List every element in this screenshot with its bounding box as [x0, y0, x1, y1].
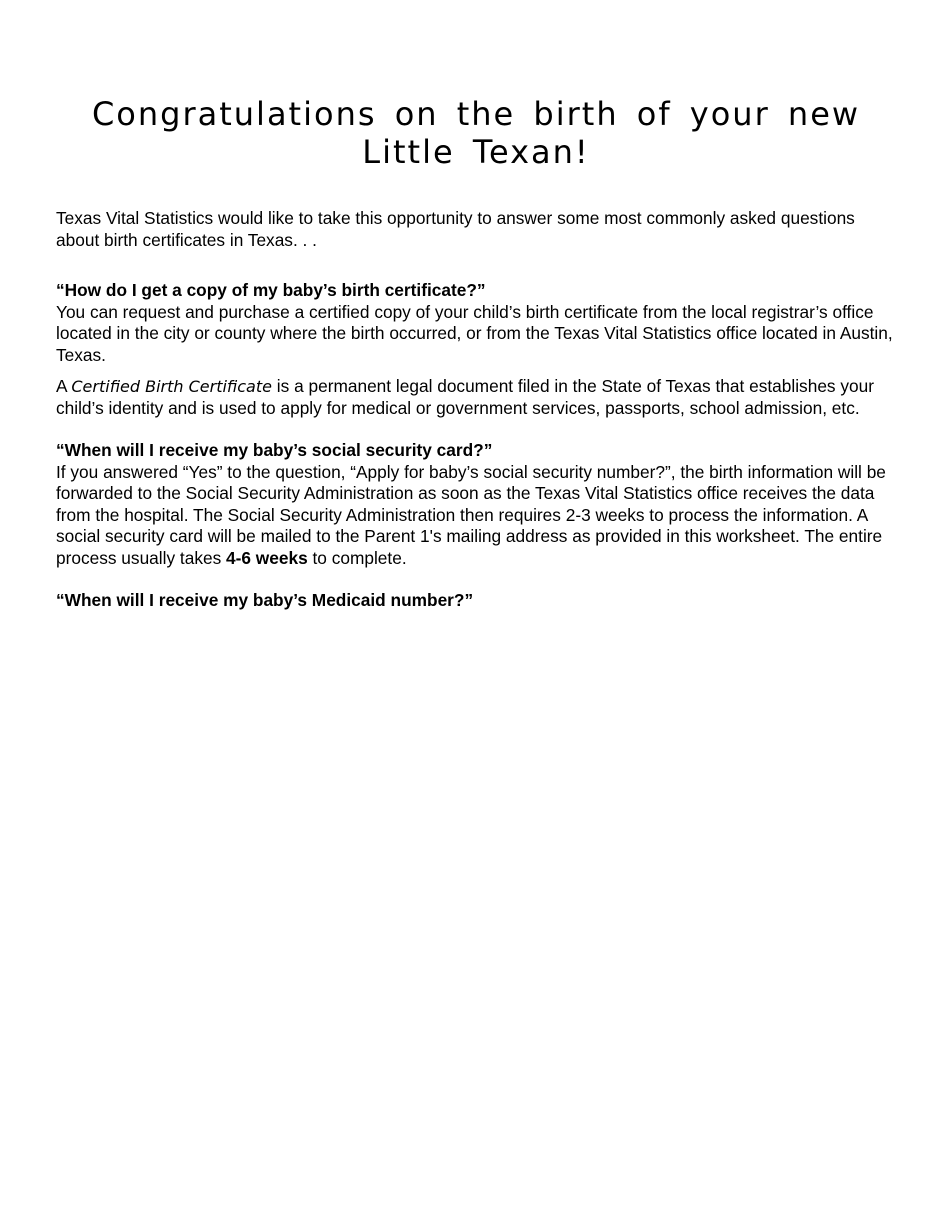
faq-social-security — [56, 440, 896, 569]
question-birth-certificate: “How do I get a copy of my baby’s birth certificate?” — [56, 280, 486, 300]
question-medicaid: “When will I receive my baby’s Medicaid number?” — [56, 590, 474, 610]
certified-birth-certificate-term: Certified Birth Certificate — [71, 377, 272, 396]
document-page — [56, 95, 896, 612]
title-line-1: Congratulations on the birth of your new — [91, 95, 861, 133]
certified-paragraph-prefix: A — [56, 376, 72, 396]
question-social-security: “When will I receive my baby’s social security card?” — [56, 440, 493, 460]
title-line-2: Little Texan! — [362, 133, 590, 171]
certified-certificate-paragraph — [56, 376, 896, 419]
social-security-text: If you answered “Yes” to the question, “Apply for baby’s social security number?”, the birth information will be forwarded to the Social Security Administration as soon as the Texas Vital Statistics office receives the data from the hospital. The Social Security Administration then requires 2-3 weeks to process the information. A social security card will be mailed to the Parent 1's mailing address as provided in this worksheet. The entire process usually takes — [56, 461, 886, 568]
intro-paragraph: Texas Vital Statistics would like to take this opportunity to answer some most commonly asked questions about birth certificates in Texas. . . — [56, 208, 855, 250]
answer-social-security-paragraph — [56, 462, 896, 570]
faq-medicaid — [56, 590, 896, 612]
faq-birth-certificate — [56, 280, 896, 419]
social-security-text-end: to complete. — [307, 547, 407, 568]
page-title — [56, 95, 896, 171]
answer-birth-certificate-paragraph: You can request and purchase a certified copy of your child’s birth certificate from the local registrar’s office located in the city or county where the birth occurred, or from the Texas Vital Statistics office located in Austin, Texas. — [56, 301, 893, 365]
processing-time-emphasis: 4-6 weeks — [226, 547, 308, 568]
certified-paragraph-suffix: is a permanent legal document filed in the State of Texas that establishes your child’s identity and is used to apply for medical or government services, passports, school admission, etc. — [56, 376, 874, 418]
